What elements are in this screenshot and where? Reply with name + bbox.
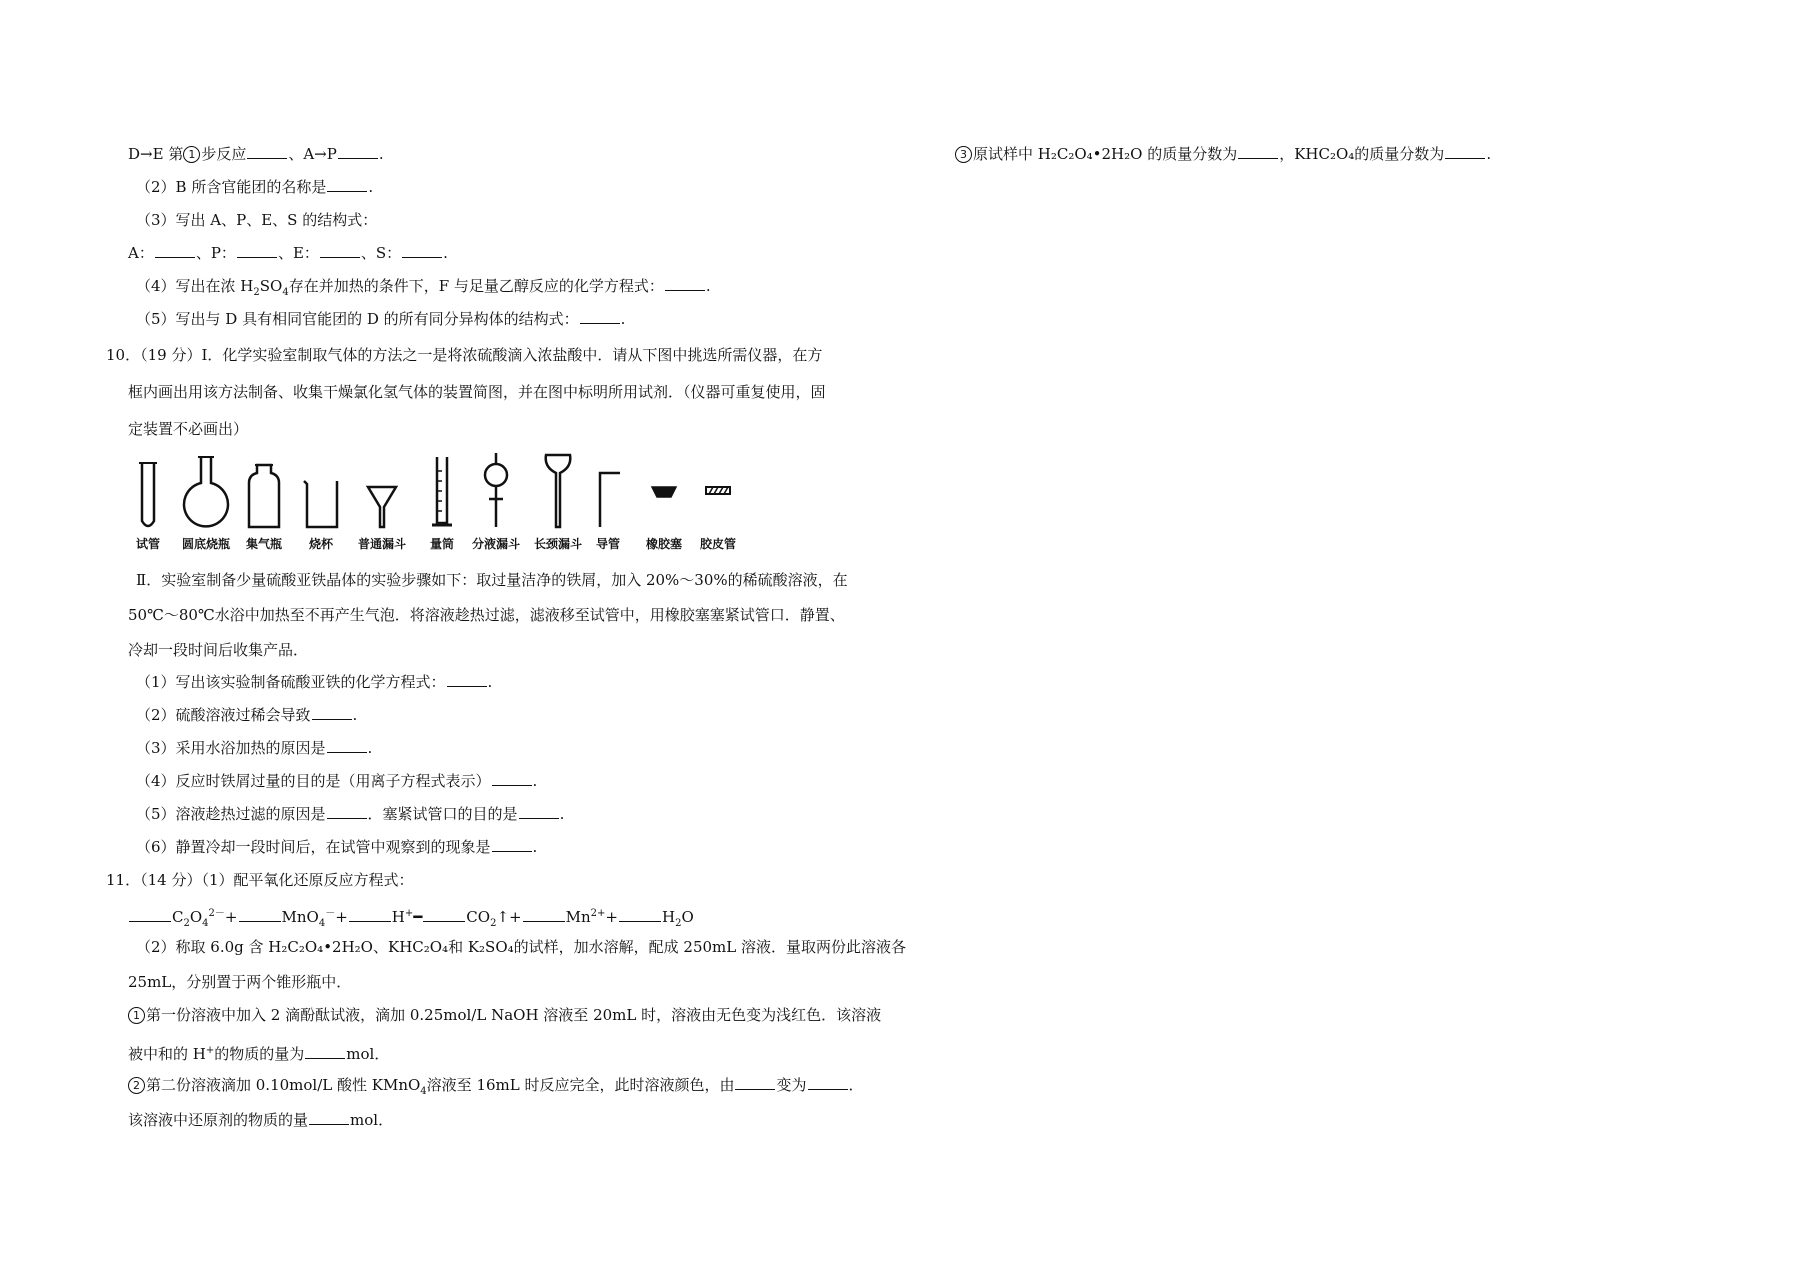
- question-11-part-2: （2）称取 6.0g 含 H₂C₂O₄•2H₂O、KHC₂O₄和 K₂SO₄的试样，加水溶解，配成 250mL 溶液．量取两份此溶液各 25mL，分别置于两个锥形瓶中．: [128, 938, 906, 991]
- apparatus-label: 试管: [135, 537, 161, 551]
- question-9-part-3-answers: A： 、P： 、E： 、S： .: [128, 244, 448, 262]
- answer-blank[interactable]: [447, 674, 487, 687]
- apparatus-label: 烧杯: [308, 537, 334, 551]
- answer-blank[interactable]: [305, 1046, 345, 1059]
- question-10-sub-2: （2）硫酸溶液过稀会导致 .: [136, 706, 358, 724]
- beaker-item: [298, 451, 344, 551]
- glass-tube-item: [588, 451, 628, 551]
- answer-blank[interactable]: [247, 146, 287, 159]
- separatory-funnel-icon: [476, 451, 516, 531]
- question-10-sub-5: （5）溶液趁热过滤的原因是 ．塞紧试管口的目的是 .: [136, 805, 565, 823]
- long-neck-funnel-icon: [538, 451, 578, 531]
- apparatus-label: 橡胶塞: [645, 537, 683, 551]
- apparatus-label: 集气瓶: [245, 537, 283, 551]
- funnel-item: [354, 451, 410, 551]
- test-tube-icon: [133, 451, 163, 531]
- coefficient-blank[interactable]: [619, 909, 661, 922]
- gas-jar-icon: [243, 451, 285, 531]
- answer-blank[interactable]: [312, 707, 352, 720]
- answer-blank[interactable]: [492, 839, 532, 852]
- circled-number: 3: [955, 146, 972, 163]
- answer-blank[interactable]: [237, 245, 277, 258]
- gas-jar-item: [240, 451, 288, 551]
- answer-blank[interactable]: [492, 773, 532, 786]
- separatory-funnel-item: [468, 451, 524, 551]
- long-neck-funnel-item: [530, 451, 586, 551]
- apparatus-label: 普通漏斗: [357, 537, 407, 551]
- round-bottom-flask-icon: [178, 451, 234, 531]
- question-10-sub-4: （4）反应时铁屑过量的目的是（用离子方程式表示） .: [136, 772, 538, 790]
- question-10-part-2-intro: Ⅱ．实验室制备少量硫酸亚铁晶体的实验步骤如下：取过量洁净的铁屑，加入 20%～30%的稀硫酸溶液，在 50℃～80℃水浴中加热至不再产生气泡．将溶液趁热过滤，滤液移至试管中，用橡胶塞塞紧试管口．静置、 冷却一段时间后收集产品．: [128, 571, 848, 659]
- answer-blank[interactable]: [808, 1077, 848, 1090]
- answer-blank[interactable]: [338, 146, 378, 159]
- answer-blank[interactable]: [735, 1077, 775, 1090]
- test-tube-item: [128, 451, 168, 551]
- answer-blank[interactable]: [665, 278, 705, 291]
- question-9-part-3: （3）写出 A、P、E、S 的结构式：: [136, 211, 378, 229]
- apparatus-figure: [128, 451, 908, 559]
- round-bottom-flask-item: [176, 451, 236, 551]
- rubber-stopper-item: [640, 451, 688, 551]
- answer-blank[interactable]: [402, 245, 442, 258]
- question-9-part-4: （4）写出在浓 $H_2SO_4$存在并加热的条件下，F 与足量乙醇反应的化学方程式： .: [136, 277, 711, 298]
- answer-blank[interactable]: [1238, 146, 1278, 159]
- question-11-step-2: 2 第二份溶液滴加 0.10mol/L 酸性 KMnO$_4$溶液至 16mL 时反应完全，此时溶液颜色，由 变为 ． 该溶液中还原剂的物质的量 mol．: [128, 1076, 864, 1129]
- answer-blank[interactable]: [320, 245, 360, 258]
- question-11-step-3: 3 原试样中 H₂C₂O₄•2H₂O 的质量分数为 ，KHC₂O₄的质量分数为 .: [955, 138, 1675, 171]
- graduated-cylinder-item: [422, 451, 462, 551]
- circled-number: 1: [128, 1007, 145, 1024]
- apparatus-label: 圆底烧瓶: [181, 537, 231, 551]
- apparatus-label: 量筒: [429, 537, 455, 551]
- glass-tube-icon: [590, 451, 626, 531]
- question-9-line-1: D→E 第 1 步反应 、A→P .: [128, 145, 384, 163]
- answer-blank[interactable]: [309, 1112, 349, 1125]
- answer-blank[interactable]: [327, 179, 367, 192]
- coefficient-blank[interactable]: [129, 909, 171, 922]
- beaker-icon: [299, 451, 343, 531]
- apparatus-label: 导管: [595, 537, 621, 551]
- answer-blank[interactable]: [155, 245, 195, 258]
- funnel-icon: [362, 451, 402, 531]
- question-11-step-1: 1 第一份溶液中加入 2 滴酚酞试液，滴加 0.25mol/L NaOH 溶液至 20mL 时，溶液由无色变为浅红色．该溶液 被中和的 H+的物质的量为 mol．: [128, 1006, 882, 1063]
- question-9-part-2: （2）B 所含官能团的名称是 .: [136, 178, 374, 196]
- answer-blank[interactable]: [580, 311, 620, 324]
- redox-equation: $C_2O_4^{2-}+ MnO_4^-+$ H+━ $CO_2↑+ Mn^{2+}+ H_2O$: [128, 897, 908, 930]
- rubber-tube-item: [694, 451, 742, 551]
- answer-blank[interactable]: [1445, 146, 1485, 159]
- question-10-sub-6: （6）静置冷却一段时间后，在试管中观察到的现象是 .: [136, 838, 538, 856]
- right-column: [955, 138, 1675, 171]
- left-column: [106, 138, 908, 1138]
- question-number: 10．: [106, 346, 141, 364]
- question-10-intro: 10．（19 分）Ⅰ．化学实验室制取气体的方法之一是将浓硫酸滴入浓盐酸中．请从下图中挑选所需仪器，在方 框内画出用该方法制备、收集干燥氯化氢气体的装置简图，并在图中标明所用试剂．（仪器可重复使用，固 定装置不必画出）: [106, 346, 826, 438]
- rubber-tube-icon: [698, 451, 738, 531]
- apparatus-label: 长颈漏斗: [533, 537, 583, 551]
- question-9-part-5: （5）写出与 D 具有相同官能团的 D 的所有同分异构体的结构式： .: [136, 310, 626, 328]
- question-10-sub-3: （3）采用水浴加热的原因是 .: [136, 739, 373, 757]
- answer-blank[interactable]: [519, 806, 559, 819]
- apparatus-label: 分液漏斗: [471, 537, 521, 551]
- coefficient-blank[interactable]: [349, 909, 391, 922]
- answer-blank[interactable]: [327, 740, 367, 753]
- circled-number: 2: [128, 1077, 145, 1094]
- coefficient-blank[interactable]: [239, 909, 281, 922]
- question-10-sub-1: （1）写出该实验制备硫酸亚铁的化学方程式： .: [136, 673, 493, 691]
- apparatus-label: 胶皮管: [699, 537, 737, 551]
- answer-blank[interactable]: [327, 806, 367, 819]
- rubber-stopper-icon: [644, 451, 684, 531]
- graduated-cylinder-icon: [427, 451, 457, 531]
- coefficient-blank[interactable]: [423, 909, 465, 922]
- question-number: 11．: [106, 871, 141, 889]
- circled-number: 1: [183, 146, 200, 163]
- question-11-intro: 11．（14 分）（1）配平氧化还原反应方程式：: [106, 871, 414, 889]
- coefficient-blank[interactable]: [523, 909, 565, 922]
